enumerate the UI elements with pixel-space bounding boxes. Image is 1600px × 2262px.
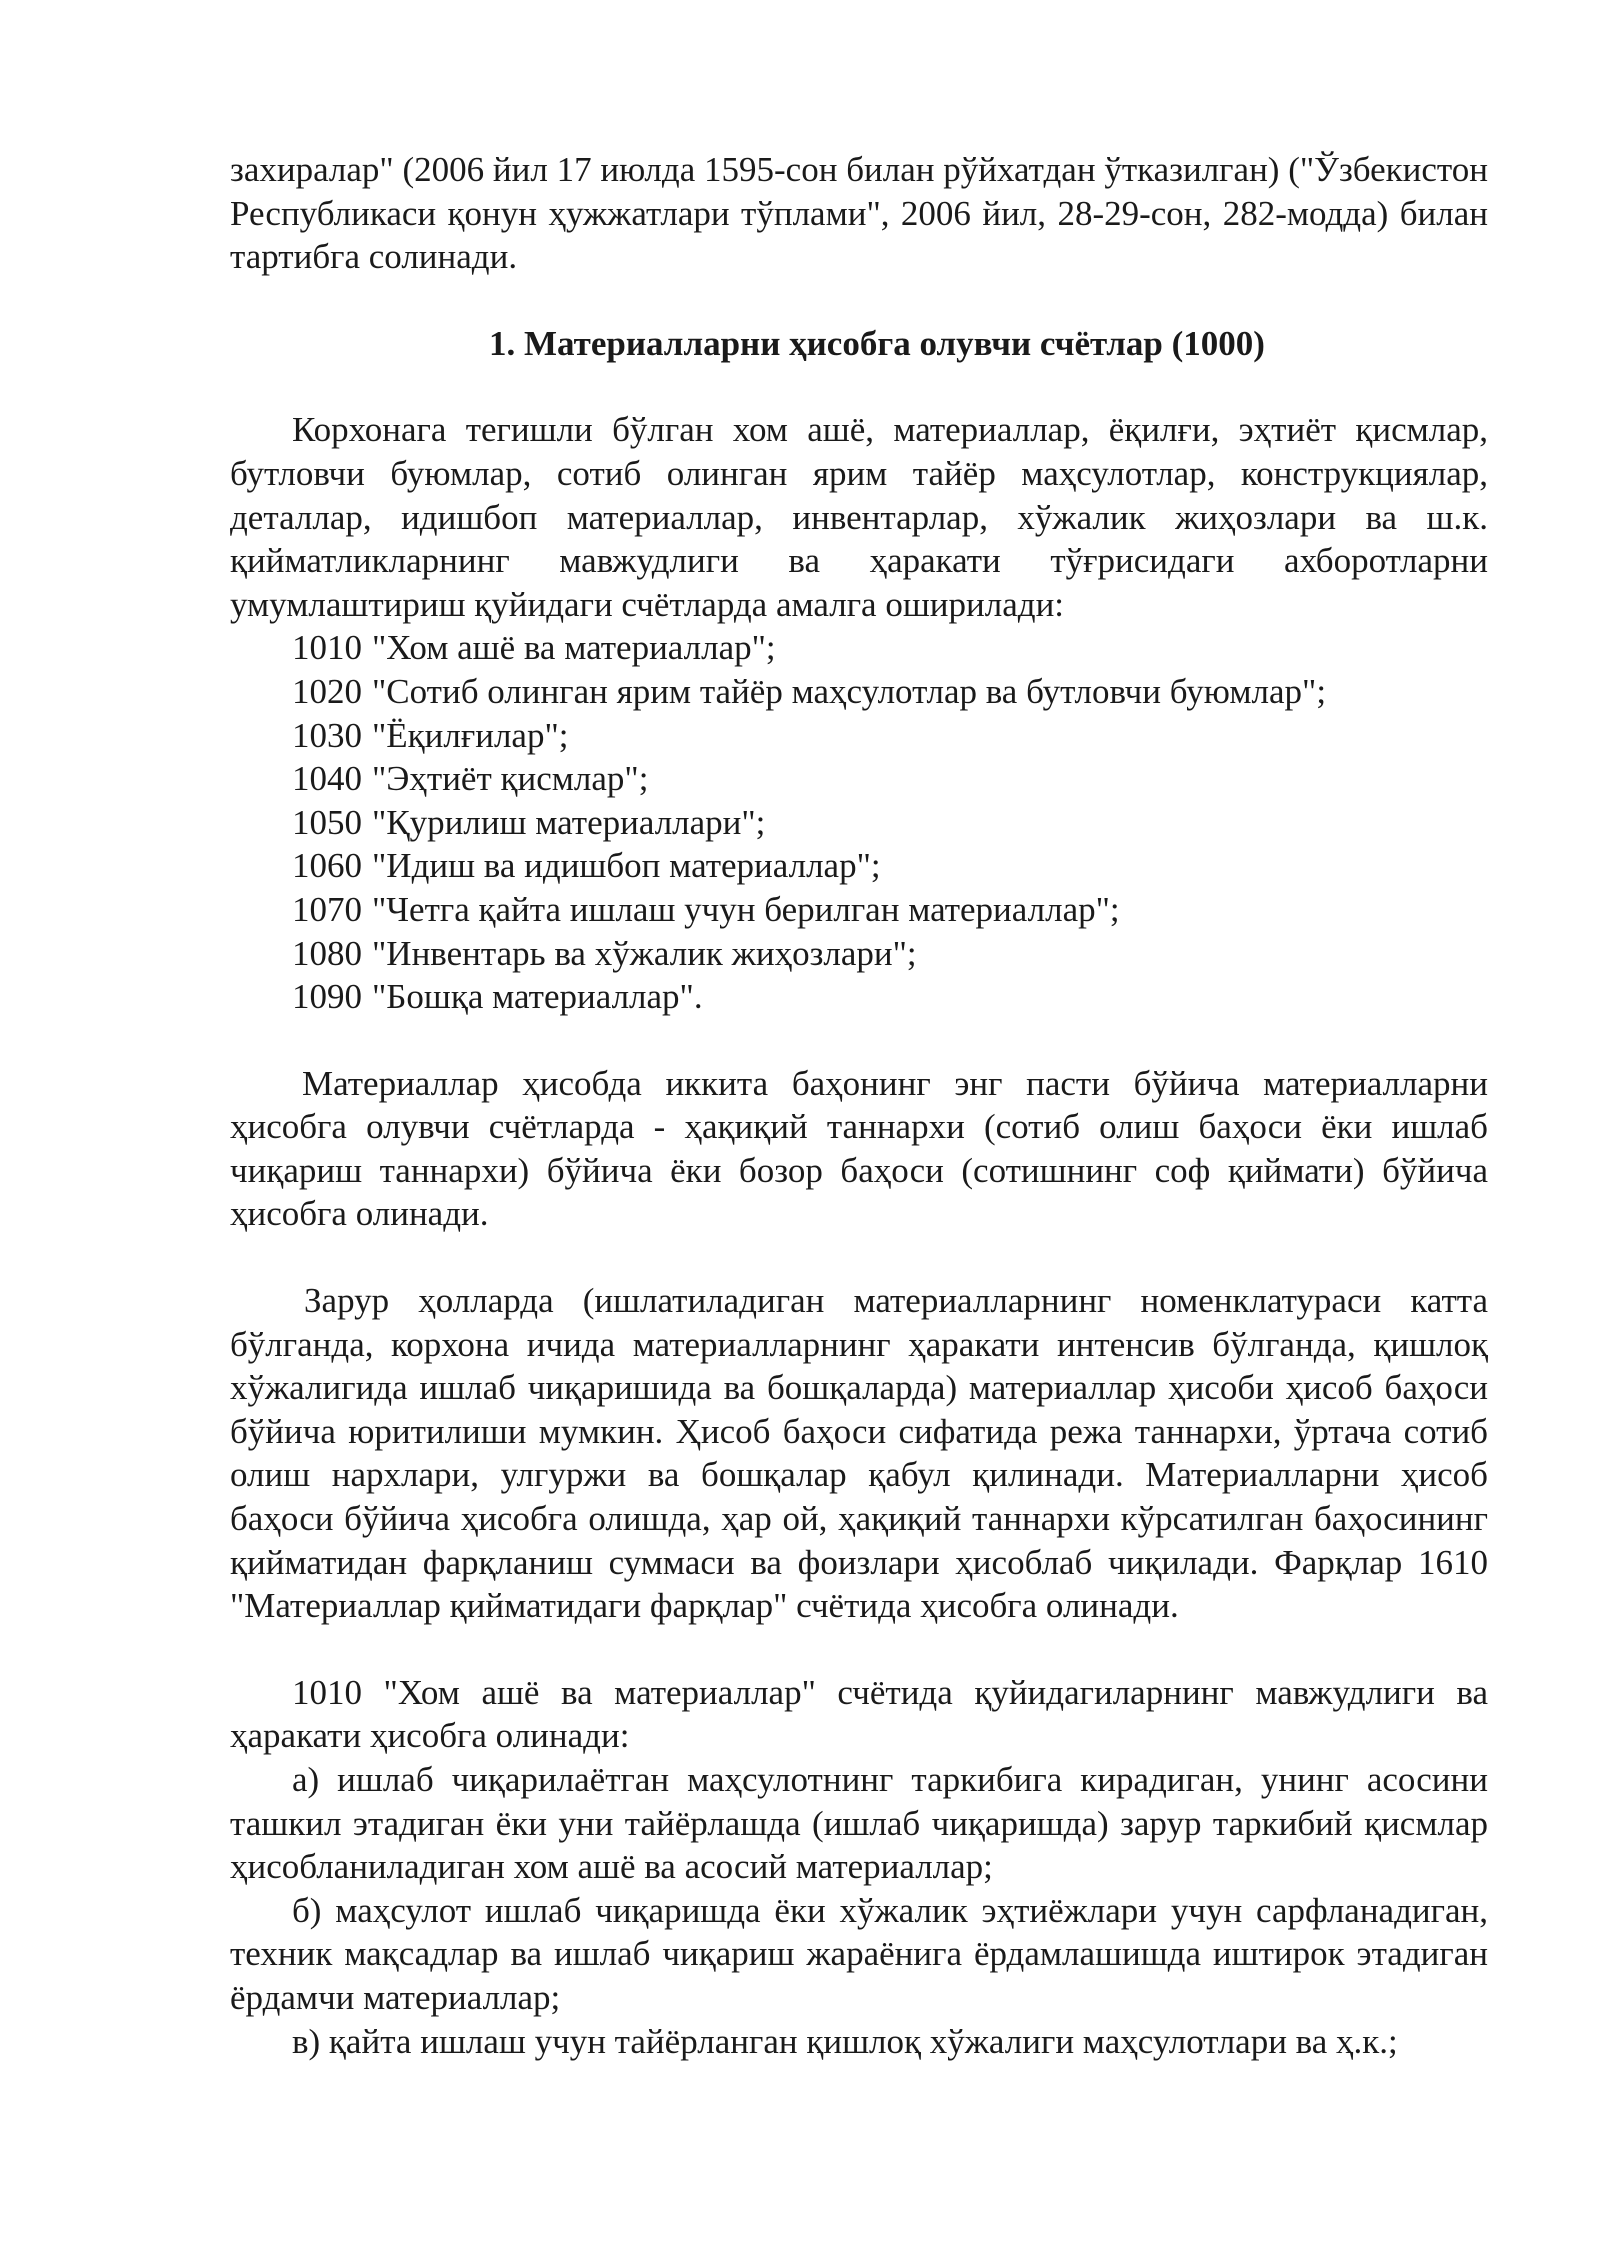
account-item [230,801,1488,845]
account-name: "Ёқилғилар"; [372,715,569,755]
spacer [230,1019,1488,1062]
account-item [230,888,1488,932]
list-item-c: в) қайта ишлаш учун тайёрланган қишлоқ хўжалиги маҳсулотлари ва ҳ.к.; [292,2021,1398,2061]
account-code: 1030 [292,715,362,755]
account-item [230,714,1488,758]
spacer [230,1236,1488,1279]
account-item [230,932,1488,976]
account-item [230,844,1488,888]
section-heading: 1. Материалларни ҳисобга олувчи счётлар (1000) [489,323,1265,363]
account-name: "Четга қайта ишлаш учун берилган материаллар"; [372,889,1120,929]
account-name: "Сотиб олинган ярим тайёр маҳсулотлар ва бутловчи буюмлар"; [372,671,1327,711]
account-code: 1070 [292,889,362,929]
paragraph-valuation: Материаллар ҳисобда иккита баҳонинг энг пасти бўйича материалларни ҳисобга олувчи счётларда - ҳақиқий таннархи (сотиб олиш баҳоси ёки ишлаб чиқариш таннархи) бўйича ёки бозор баҳоси (сотишнинг соф қиймати) бўйича ҳисобга олинади. [230,1063,1488,1234]
account-code: 1050 [292,802,362,842]
account-name: "Хом ашё ва материаллар"; [372,628,776,668]
spacer [230,365,1488,408]
spacer [230,1628,1488,1671]
intro-paragraph: захиралар" (2006 йил 17 июлда 1595-сон билан рўйхатдан ўтказилган) ("Ўзбекистон Республикаси қонун ҳужжатлари тўплами", 2006 йил, 28-29-сон, 282-модда) билан тартибга солинади. [230,150,1488,277]
paragraph-accounts-intro: Корхонага тегишли бўлган хом ашё, материаллар, ёқилғи, эҳтиёт қисмлар, бутловчи буюмлар, сотиб олинган ярим тайёр маҳсулотлар, конструкциялар, деталлар, идишбоп материаллар, инвентарлар, хўжалик жиҳозлари ва ш.к. қийматликларнинг мавжудлиги ва ҳаракати тўғрисидаги ахборотларни умумлаштириш қуйидаги счётларда амалга оширилади: [230,410,1488,624]
account-code: 1090 [292,977,362,1017]
list-item-b: б) маҳсулот ишлаб чиқаришда ёки хўжалик эҳтиёжлари учун сарфланадиган, техник мақсадлар ва ишлаб чиқариш жараёнига ёрдамлашишда иштирок этадиган ёрдамчи материаллар; [230,1890,1488,2017]
account-list [230,626,1488,1018]
document-page [230,148,1488,2063]
account-code: 1040 [292,759,362,799]
account-name: "Эҳтиёт қисмлар"; [372,759,649,799]
paragraph-accounting-price: Зарур ҳолларда (ишлатиладиган материалларнинг номенклатураси катта бўлганда, корхона ичида материалларнинг ҳаракати интенсив бўлганда, қишлоқ хўжалигида ишлаб чиқаришида ва бошқаларда) материаллар ҳисоби ҳисоб баҳоси бўйича юритилиши мумкин. Ҳисоб баҳоси сифатида режа таннархи, ўртача сотиб олиш нархлари, улгуржи ва бошқалар қабул қилинади. Материалларни ҳисоб баҳоси бўйича ҳисобга олишда, ҳар ой, ҳақиқий таннархи кўрсатилган баҳосининг қийматидан фарқланиш суммаси ва фоизлари ҳисоблаб чиқилади. Фарқлар 1610 "Материаллар қийматидаги фарқлар" счётида ҳисобга олинади. [230,1281,1488,1626]
account-name: "Идиш ва идишбоп материаллар"; [372,846,881,886]
account-code: 1010 [292,628,362,668]
account-item [230,670,1488,714]
list-item-a: а) ишлаб чиқарилаётган маҳсулотнинг таркибига кирадиган, унинг асосини ташкил этадиган ёки уни тайёрлашда (ишлаб чиқаришда) зарур таркибий қисмлар ҳисобланиладиган хом ашё ва асосий материаллар; [230,1760,1488,1887]
account-item [230,757,1488,801]
account-code: 1060 [292,846,362,886]
spacer [230,279,1488,322]
account-name: "Инвентарь ва хўжалик жиҳозлари"; [372,933,917,973]
account-item [230,975,1488,1019]
account-name: "Қурилиш материаллари"; [372,802,766,842]
account-code: 1020 [292,671,362,711]
account-name: "Бошқа материаллар". [372,977,703,1017]
account-code: 1080 [292,933,362,973]
paragraph-1010-intro: 1010 "Хом ашё ва материаллар" счётида қуйидагиларнинг мавжудлиги ва ҳаракати ҳисобга олинади: [230,1672,1488,1756]
account-item [230,626,1488,670]
